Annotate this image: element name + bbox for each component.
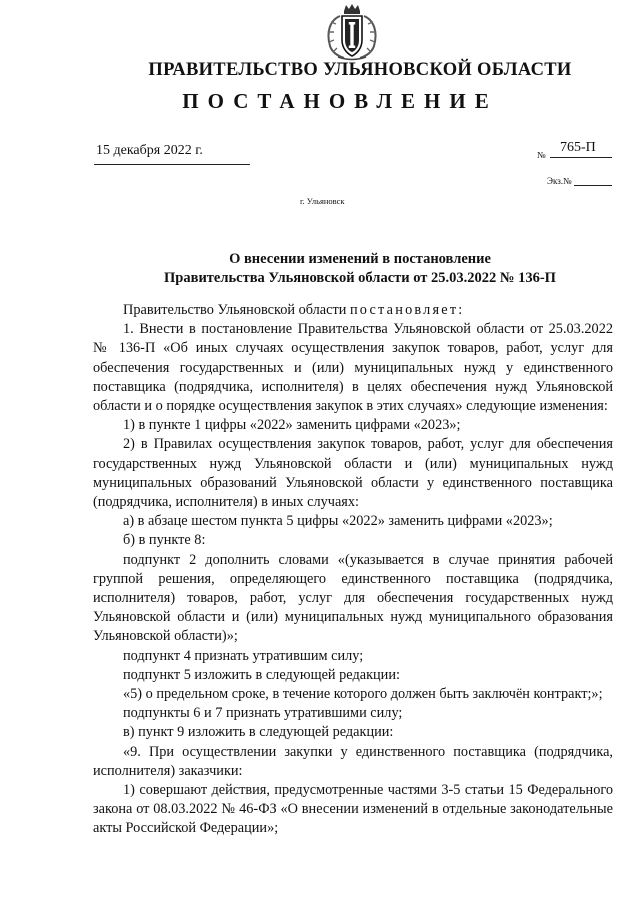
body-paragraph: «9. При осуществлении закупки у единственного поставщика (подрядчика, исполнителя) заказчики: [93, 743, 613, 779]
body-paragraph: в) пункт 9 изложить в следующей редакции: [123, 724, 394, 741]
document-number: 765-П [560, 140, 596, 155]
body-paragraph: подпункт 5 изложить в следующей редакции: [123, 666, 400, 683]
body-paragraph: 2) в Правилах осуществления закупок товаров, работ, услуг для обеспечения государственных нужд Ульяновской области и (или) муниципальных нужд муниципальных образований Ульяновской области у единственного поставщика (подрядчика, исполнителя) в иных случаях: [93, 436, 613, 511]
body-paragraph: подпункт 2 дополнить словами «(указывается в случае принятия рабочей группой решения, определяющего единственного поставщика (подрядчика, исполнителя) товаров, работ, услуг для обеспечения государственных нужд Ульяновской области и (или) муниципальных нужд муниципального образования Ульяновской области)»; [93, 551, 613, 645]
copy-number-label: Экз.№ [547, 176, 572, 186]
intro-text: Правительство Ульяновской области [123, 302, 350, 318]
body-paragraph: а) в абзаце шестом пункта 5 цифры «2022» заменить цифрами «2023»; [123, 513, 553, 530]
document-subject [100, 250, 620, 288]
date-underline [94, 164, 250, 165]
document-type: ПОСТАНОВЛЕНИЕ [182, 89, 498, 113]
number-label: № [537, 150, 546, 160]
copy-number-underline [574, 185, 612, 186]
body-paragraph: 1) в пункте 1 цифры «2022» заменить цифрами «2023»; [123, 417, 461, 434]
coat-of-arms-icon [318, 2, 386, 62]
body-paragraph: подпункты 6 и 7 признать утратившими силу; [123, 705, 403, 722]
intro-paragraph [93, 301, 613, 320]
body-paragraph: б) в пункте 8: [123, 532, 206, 549]
number-underline [550, 157, 612, 158]
body-paragraph: «5) о предельном сроке, в течение которого должен быть заключён контракт;»; [123, 686, 603, 703]
body-paragraph: подпункт 4 признать утратившим силу; [123, 647, 364, 664]
document-body [93, 301, 613, 839]
city: г. Ульяновск [300, 196, 345, 206]
body-paragraph: 1) совершают действия, предусмотренные частями 3-5 статьи 15 Федерального закона от 08.03.2022 № 46-ФЗ «О внесении изменений в отдельные законодательные акты Российской Федерации»; [93, 782, 613, 837]
body-paragraph: 1. Внести в постановление Правительства Ульяновской области от 25.03.2022 № 136-П «Об иных случаях осуществления закупок товаров, работ, услуг для обеспечения государственных и (или) муниципальных нужд у единственного поставщика (подрядчика, исполнителя) в целях обеспечения нужд Ульяновской области и о порядке осуществления закупок в этих случаях» следующие изменения: [93, 321, 613, 415]
subject-line: Правительства Ульяновской области от 25.03.2022 № 136-П [164, 270, 556, 286]
government-name: ПРАВИТЕЛЬСТВО УЛЬЯНОВСКОЙ ОБЛАСТИ [148, 60, 572, 80]
subject-line: О внесении изменений в постановление [229, 251, 491, 267]
intro-decree-word: постановляет: [349, 302, 465, 318]
document-date: 15 декабря 2022 г. [96, 143, 203, 158]
